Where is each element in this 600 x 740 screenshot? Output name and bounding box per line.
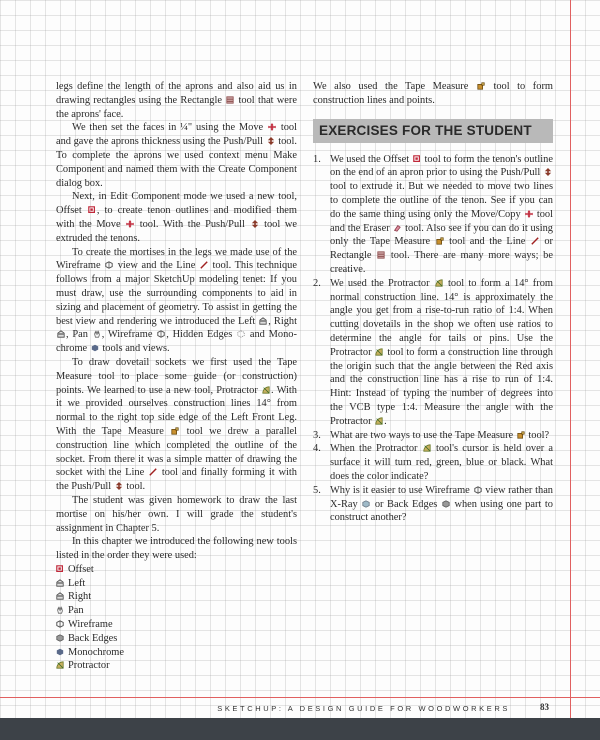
monochrome-icon xyxy=(91,344,99,352)
paragraph-aprons: legs define the length of the aprons and also aid us in drawing rectangles using the Rectangle tool that were the aprons' face. xyxy=(56,81,297,120)
protractor-tool-icon xyxy=(375,348,383,356)
list-item: Offset xyxy=(56,563,297,577)
pan-tool-icon xyxy=(56,606,64,614)
list-item: 2. We used the Protractor tool to form a 14° from normal construction line. 14° is approximately the angle you get from a rise-to-run ratio of 1:4. When cutting dovetails in the shop we often use ratios to determine the angle for tails or pins. Use the Protractor tool to form a construction line through the origin such that the angle between the Red axis and the construction line has a rise to run of 1:4. Hint: Instead of typing the number of degrees into the VCB type 1:4. Measure the angle with the Protractor . xyxy=(313,277,553,427)
move-tool-icon xyxy=(525,210,533,218)
back-edges-icon xyxy=(56,634,64,642)
line-tool-icon xyxy=(200,261,208,269)
list-item: Pan xyxy=(56,604,297,618)
left-view-icon xyxy=(56,579,64,587)
offset-tool-icon xyxy=(88,206,96,214)
push-pull-tool-icon xyxy=(544,168,552,176)
list-item: Wireframe xyxy=(56,618,297,632)
paragraph-mortises: To create the mortises in the legs we made use of the Wireframe view and the Line tool. This technique follows from a major SketchUp modeling tenet: If you must draw, use the surrounding components to aid in sizing and placement of geometry. To assist in getting the best view and rendering we introduced the Left , Right , Pan , Wireframe , Hidden Edges and Mono-chrome tools and views. xyxy=(56,246,297,355)
margin-rule-bottom xyxy=(0,697,600,698)
hidden-edges-icon xyxy=(237,330,245,338)
section-heading: EXERCISES FOR THE STUDENT xyxy=(313,119,553,143)
wireframe-icon xyxy=(56,620,64,628)
paragraph-homework: The student was given homework to draw the last mortise on his/her own. I will grade the student's assignment in Chapter 5. xyxy=(56,494,297,534)
line-tool-icon xyxy=(531,237,539,245)
rectangle-tool-icon xyxy=(377,251,385,259)
paragraph-dovetail: To draw dovetail sockets we first used the Tape Measure tool to place some guide (or construction) points. We learned to use a new tool, Protractor . With it we provided ourselves construction lines 14° from normal to the right top side edge of the Left Front Leg. With the Tape Measure tool we drew a parallel construction line which completed the outline of the socket. From there it was a simple matter of drawing the socket with the Line tool and finally forming it with the Push/Pull tool. xyxy=(56,356,297,493)
tape-measure-tool-icon xyxy=(171,427,179,435)
pan-tool-icon xyxy=(93,330,101,338)
list-item: Back Edges xyxy=(56,632,297,646)
move-tool-icon xyxy=(268,123,276,131)
wireframe-icon xyxy=(474,486,482,494)
back-edges-icon xyxy=(442,500,450,508)
tape-measure-tool-icon xyxy=(517,431,525,439)
list-item: 1. We used the Offset tool to form the tenon's outline on the end of an apron prior to using the Push/Pull tool to extrude it. But we needed to move two lines to complete the outline of the tenon. See if you can do the same thing using only the Move/Copy tool and the Eraser tool. Also see if you can do it using only the Tape Measure tool and the Line or Rectangle tool. There are many more ways; be creative. xyxy=(313,153,553,275)
list-item: 4. When the Protractor tool's cursor is held over a surface it will turn red, green, blue or black. What does the color indicate? xyxy=(313,443,554,482)
protractor-tool-icon xyxy=(375,417,383,425)
move-tool-icon xyxy=(126,220,134,228)
footer-book-title: SKETCHUP: A DESIGN GUIDE FOR WOODWORKERS xyxy=(217,704,510,713)
list-item: 5. Why is it easier to use Wireframe view rather than X-Ray or Back Edges when using one part to construct another? xyxy=(313,484,554,524)
right-column xyxy=(313,80,553,525)
paragraph-move-push: We then set the faces in ¼" using the Move tool and gave the aprons thickness using the Push/Pull tool. To complete the aprons we used context menu Make Component and named them with the Create Component dialog box. xyxy=(56,122,297,189)
offset-tool-icon xyxy=(56,565,64,573)
tape-measure-tool-icon xyxy=(436,237,444,245)
margin-rule-right xyxy=(570,0,571,740)
list-item: 3. What are two ways to use the Tape Measure tool? xyxy=(313,429,550,441)
page-number: 83 xyxy=(540,702,549,712)
x-ray-icon xyxy=(362,500,370,508)
tape-measure-tool-icon xyxy=(477,82,485,90)
list-item: Left xyxy=(56,577,297,591)
line-tool-icon xyxy=(149,468,157,476)
push-pull-tool-icon xyxy=(251,220,259,228)
protractor-tool-icon xyxy=(56,661,64,669)
wireframe-icon xyxy=(105,261,113,269)
left-column xyxy=(56,80,297,673)
list-item: Protractor xyxy=(56,659,297,673)
monochrome-icon xyxy=(56,648,64,656)
tools-list xyxy=(56,563,297,673)
rectangle-tool-icon xyxy=(226,96,234,104)
list-item: Right xyxy=(56,590,297,604)
push-pull-tool-icon xyxy=(115,482,123,490)
list-item: Monochrome xyxy=(56,646,297,660)
paragraph-tools-intro: In this chapter we introduced the following new tools listed in the order they were used: xyxy=(56,536,297,562)
protractor-tool-icon xyxy=(262,386,270,394)
paragraph-tape-measure: We also used the Tape Measure tool to form construction lines and points. xyxy=(313,81,553,106)
push-pull-tool-icon xyxy=(267,137,275,145)
protractor-tool-icon xyxy=(435,279,443,287)
right-view-icon xyxy=(56,592,64,600)
right-view-icon xyxy=(57,330,65,338)
protractor-tool-icon xyxy=(423,444,431,452)
eraser-tool-icon xyxy=(393,224,401,232)
exercises-list xyxy=(313,153,553,526)
footer-bar xyxy=(0,718,600,740)
wireframe-icon xyxy=(157,330,165,338)
paragraph-offset: Next, in Edit Component mode we used a new tool, Offset , to create tenon outlines and modified them with the Move tool. With the Push/Pull tool we extruded the tenons. xyxy=(56,191,297,244)
left-view-icon xyxy=(259,317,267,325)
offset-tool-icon xyxy=(413,155,421,163)
